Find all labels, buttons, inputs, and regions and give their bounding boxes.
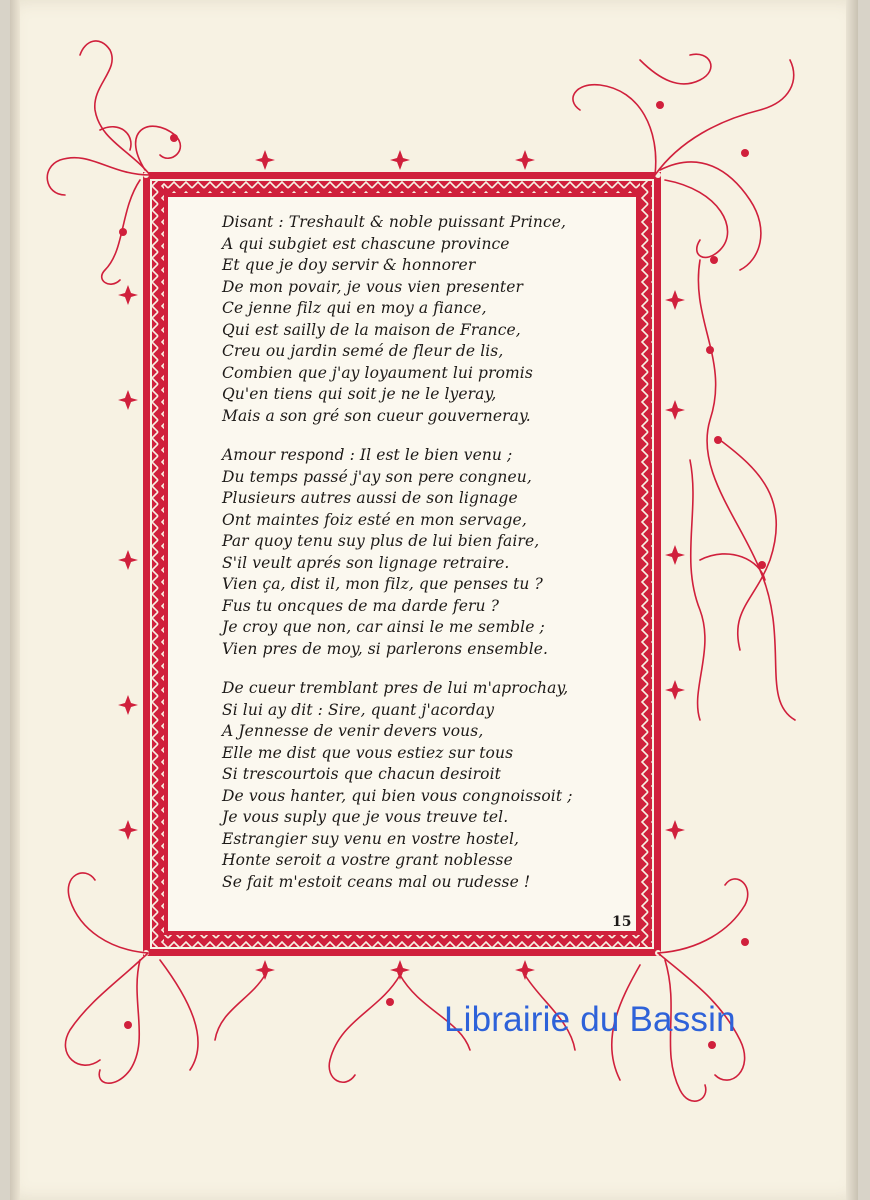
poem-line: Par quoy tenu suy plus de lui bien faire, [222,532,540,550]
poem-line: De cueur tremblant pres de lui m'aprochay, [222,679,569,697]
poem-line: Je croy que non, car ainsi le me semble ; [222,618,545,636]
poem-line: Combien que j'ay loyaument lui promis [222,363,533,382]
poem-line: Qui est sailly de la maison de France, [222,320,521,339]
poem-line: A Jennesse de venir devers vous, [222,722,484,740]
poem-line: Ce jenne filz qui en moy a fiance, [222,299,487,317]
poem-line: De mon povair, je vous vien presenter [222,277,524,296]
poem-line: Se fait m'estoit ceans mal ou rudesse ! [222,872,531,891]
poem-line: Plusieurs autres aussi de son lignage [222,489,518,507]
poem-line: A qui subgiet est chascune province [222,234,510,253]
page-number: 15 [612,914,632,930]
poem-line: Du temps passé j'ay son pere congneu, [222,467,532,486]
poem-line: Amour respond : Il est le bien venu ; [222,446,513,464]
poem-line: Et que je doy servir & honnorer [222,256,476,274]
stanza [222,212,642,427]
poem-line: Mais a son gré son cueur gouverneray. [222,406,531,425]
poem-line: Ont maintes foiz esté en mon servage, [222,510,527,529]
stanza [222,678,642,893]
poem-line: Fus tu oncques de ma darde feru ? [222,596,500,615]
poem-line: Creu ou jardin semé de fleur de lis, [222,342,504,360]
poem-text [222,212,642,911]
poem-line: Vien ça, dist il, mon filz, que penses tu ? [222,575,543,593]
poem-line: Si lui ay dit : Sire, quant j'acorday [222,700,495,719]
poem-line: Vien pres de moy, si parlerons ensemble. [222,639,549,658]
poem-line: Si trescourtois que chacun desiroit [222,765,501,783]
poem-line: Disant : Treshault & noble puissant Prince, [222,213,567,231]
poem-line: Estrangier suy venu en vostre hostel, [222,829,520,848]
poem-line: Je vous suply que je vous treuve tel. [222,808,509,826]
poem-line: De vous hanter, qui bien vous congnoissoit ; [222,786,573,805]
poem-line: Qu'en tiens qui soit je ne le lyeray, [222,385,497,403]
watermark-text: Librairie du Bassin [444,1000,736,1039]
poem-line: Elle me dist que vous estiez sur tous [222,743,514,762]
poem-line: Honte seroit a vostre grant noblesse [222,851,513,869]
poem-line: S'il veult aprés son lignage retraire. [222,553,510,572]
stanza [222,445,642,660]
